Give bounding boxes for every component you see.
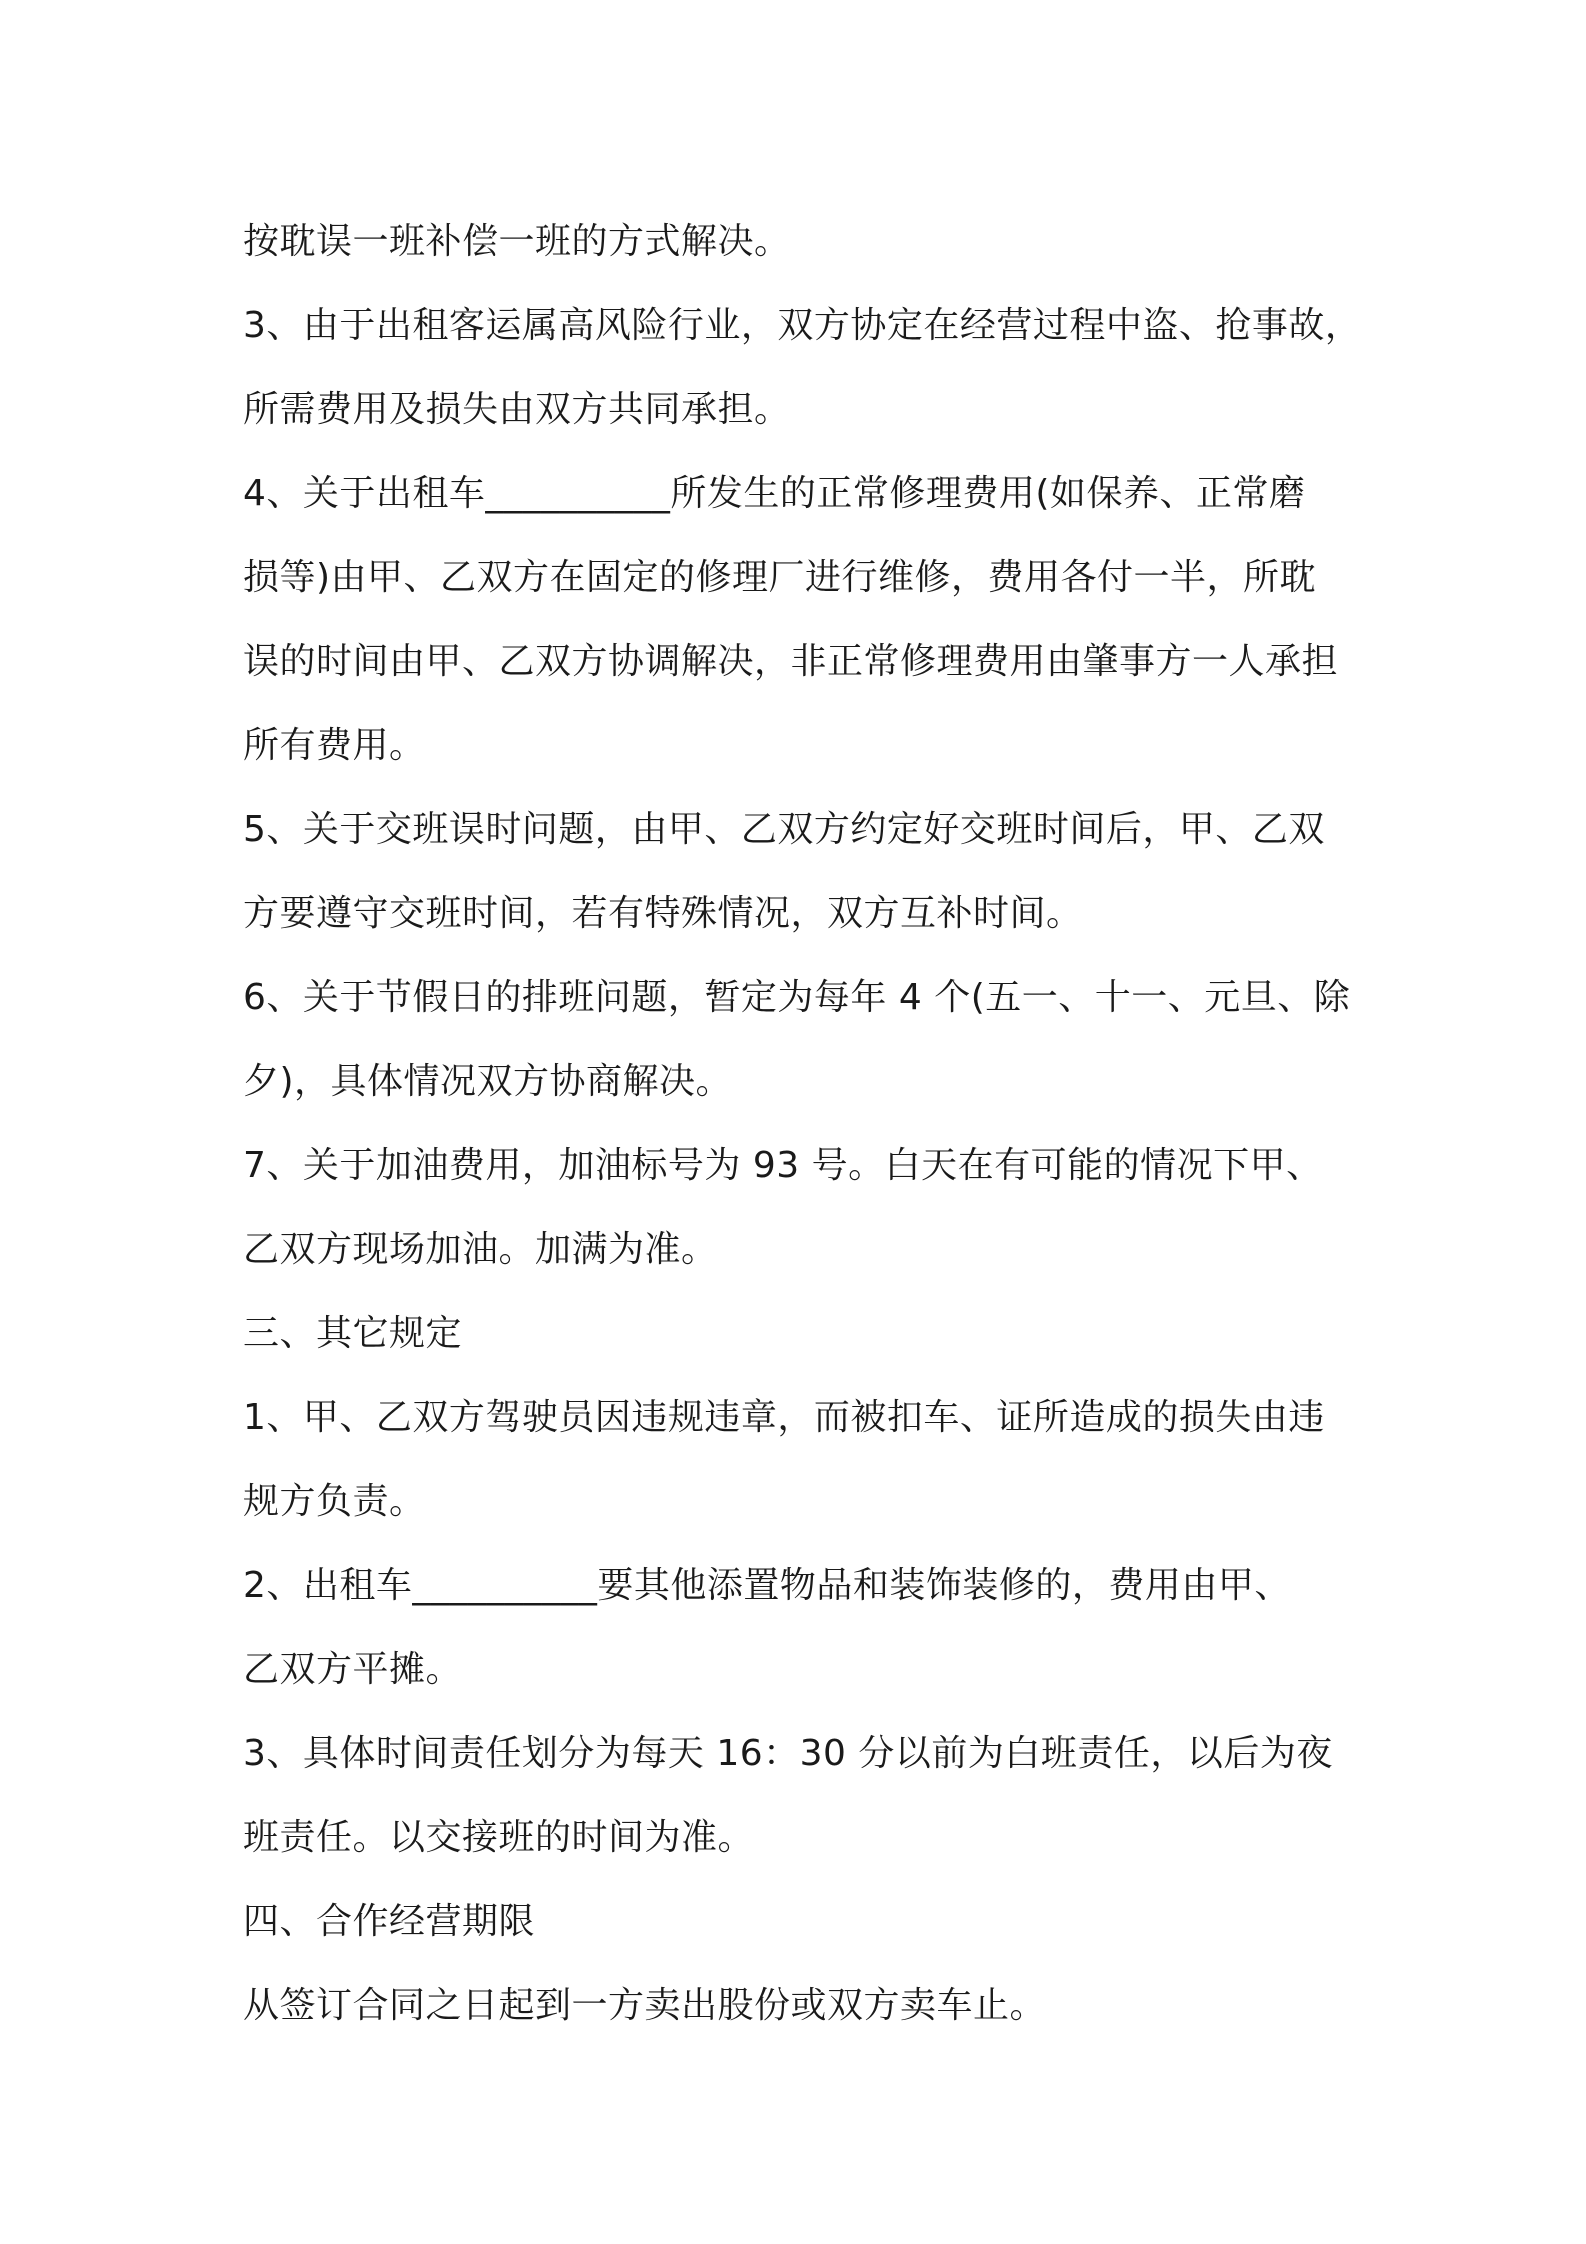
text-line: 从签订合同之日起到一方卖出股份或双方卖车止。 xyxy=(243,1985,1047,2026)
text-line: 误的时间由甲、乙双方协调解决，非正常修理费用由肇事方一人承担 xyxy=(243,641,1339,682)
text-line: 乙双方现场加油。加满为准。 xyxy=(243,1229,718,1270)
text-line: 乙双方平摊。 xyxy=(243,1649,463,1690)
text-line: 方要遵守交班时间，若有特殊情况，双方互补时间。 xyxy=(243,893,1083,934)
text-line: 4、关于出租车__________所发生的正常修理费用(如保养、正常磨 xyxy=(243,473,1306,514)
text-line: 夕)，具体情况双方协商解决。 xyxy=(243,1061,733,1102)
text-line: 2、出租车__________要其他添置物品和装饰装修的，费用由甲、 xyxy=(243,1565,1291,1606)
text-line: 所需费用及损失由双方共同承担。 xyxy=(243,389,791,430)
text-line: 7、关于加油费用，加油标号为 93 号。白天在有可能的情况下甲、 xyxy=(243,1145,1323,1186)
section-heading: 四、合作经营期限 xyxy=(243,1901,536,1942)
document-body xyxy=(243,200,1383,2048)
text-line: 6、关于节假日的排班问题，暂定为每年 4 个(五一、十一、元旦、除 xyxy=(243,977,1351,1018)
text-line: 损等)由甲、乙双方在固定的修理厂进行维修，费用各付一半，所耽 xyxy=(243,557,1317,598)
text-line: 班责任。以交接班的时间为准。 xyxy=(243,1817,755,1858)
text-line: 按耽误一班补偿一班的方式解决。 xyxy=(243,221,791,262)
text-line: 3、具体时间责任划分为每天 16：30 分以前为白班责任，以后为夜 xyxy=(243,1733,1333,1774)
text-line: 规方负责。 xyxy=(243,1481,426,1522)
text-line: 5、关于交班误时问题，由甲、乙双方约定好交班时间后，甲、乙双 xyxy=(243,809,1325,850)
text-line: 3、由于出租客运属高风险行业，双方协定在经营过程中盗、抢事故， xyxy=(243,305,1362,346)
text-line: 所有费用。 xyxy=(243,725,426,766)
text-line: 1、甲、乙双方驾驶员因违规违章，而被扣车、证所造成的损失由违 xyxy=(243,1397,1325,1438)
section-heading: 三、其它规定 xyxy=(243,1313,463,1354)
